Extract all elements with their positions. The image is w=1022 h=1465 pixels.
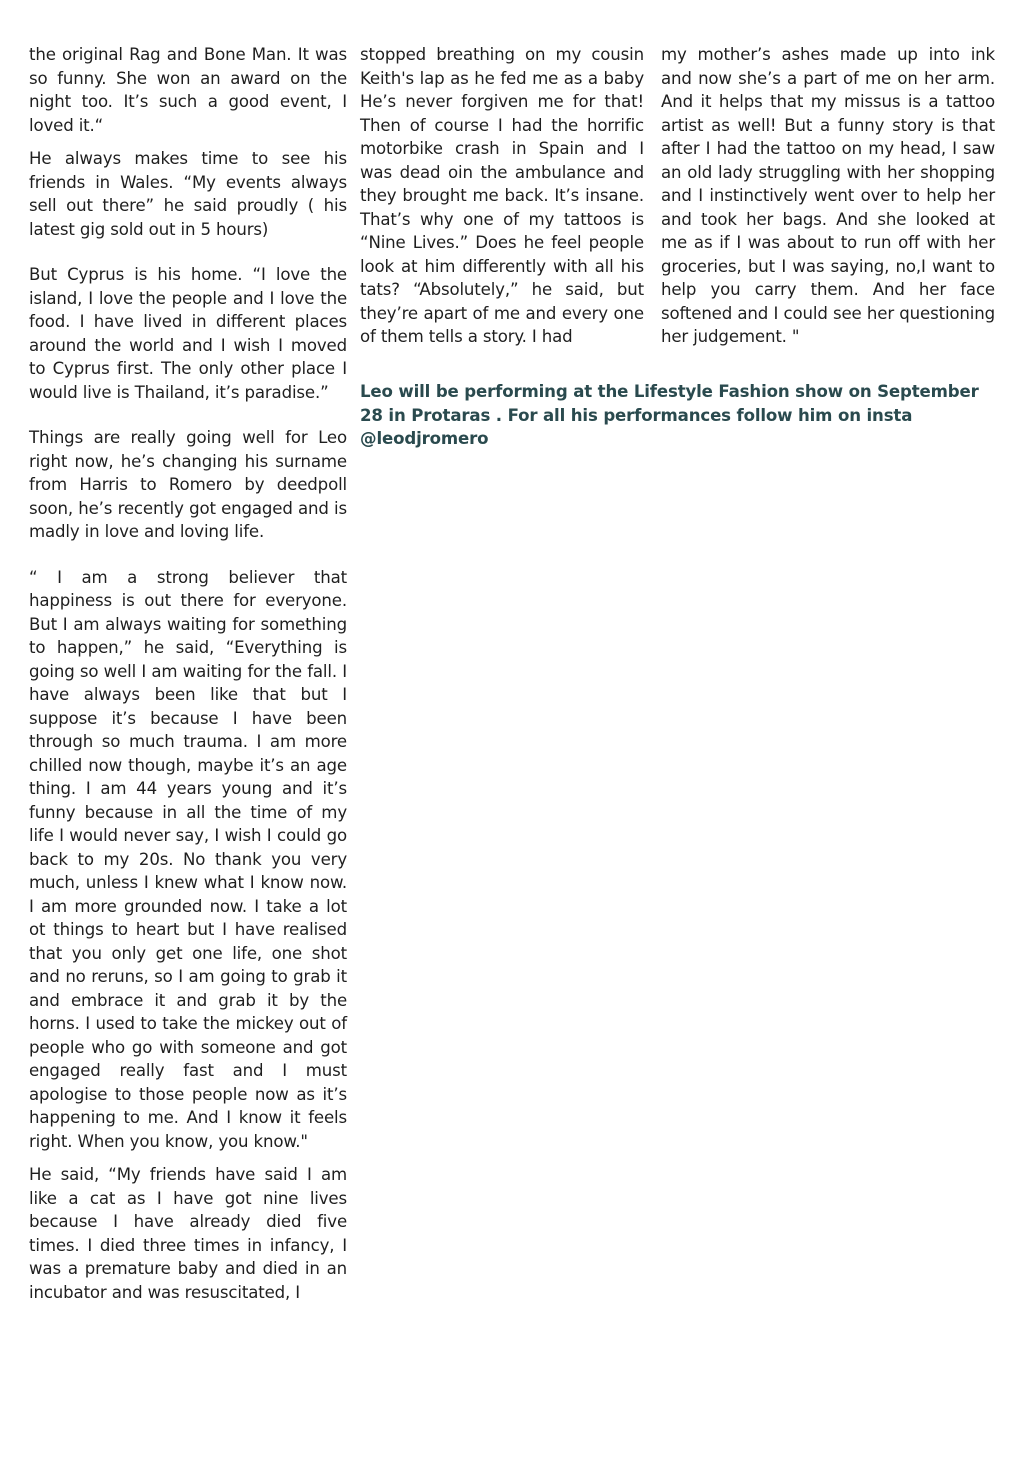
article-column-2 bbox=[360, 43, 644, 349]
performance-callout: Leo will be performing at the Lifestyle Fashion show on September 28 in Protaras . For all his performances follow him on insta @leodjromero bbox=[360, 382, 979, 448]
paragraph: But Cyprus is his home. “I love the island, I love the people and I love the food. I have lived in different places around the world and I wish I moved to Cyprus first. The only other place I would live is Thailand, it’s paradise.” bbox=[29, 265, 347, 402]
article-column-3 bbox=[661, 43, 995, 349]
paragraph: He always makes time to see his friends in Wales. “My events always sell out there” he said proudly ( his latest gig sold out in 5 hours) bbox=[29, 149, 347, 239]
paragraph: stopped breathing on my cousin Keith's lap as he fed me as a baby He’s never forgiven me for that! Then of course I had the horrific motorbike crash in Spain and I was dead oin the ambulance and they brought me back. It’s insane. That’s why one of my tattoos is “Nine Lives.” Does he feel people look at him differently with all his tats? “Absolutely,” he said, but they’re apart of me and every one of them tells a story. I had bbox=[360, 45, 644, 346]
article-column-1 bbox=[29, 43, 347, 1304]
paragraph: Things are really going well for Leo right now, he’s changing his surname from Harris to Romero by deedpoll soon, he’s recently got engaged and is madly in love and loving life. bbox=[29, 428, 347, 541]
paragraph: the original Rag and Bone Man. It was so funny. She won an award on the night too. It’s such a good event, I loved it.“ bbox=[29, 45, 347, 135]
paragraph: He said, “My friends have said I am like a cat as I have got nine lives because I have already died five times. I died three times in infancy, I was a premature baby and died in an incubator and was resuscitated, I bbox=[29, 1165, 347, 1302]
paragraph: my mother’s ashes made up into ink and now she’s a part of me on her arm. And it helps that my missus is a tattoo artist as well! But a funny story is that after I had the tattoo on my head, I saw an old lady struggling with her shopping and I instinctively went over to help her and took her bags. And she looked at me as if I was about to run off with her groceries, but I was saying, no,I want to help you carry them. And her face softened and I could see her questioning her judgement. " bbox=[661, 45, 995, 346]
paragraph: “ I am a strong believer that happiness is out there for everyone. But I am always waiting for something to happen,” he said, “Everything is going so well I am waiting for the fall. I have always been like that but I suppose it’s because I have been through so much trauma. I am more chilled now though, maybe it’s an age thing. I am 44 years young and it’s funny because in all the time of my life I would never say, I wish I could go back to my 20s. No thank you very much, unless I knew what I know now. I am more grounded now. I take a lot ot things to heart but I have realised that you only get one life, one shot and no reruns, so I am going to grab it and embrace it and grab it by the horns. I used to take the mickey out of people who go with someone and got engaged really fast and I must apologise to those people now as it’s happening to me. And I know it feels right. When you know, you know." bbox=[29, 567, 347, 1151]
